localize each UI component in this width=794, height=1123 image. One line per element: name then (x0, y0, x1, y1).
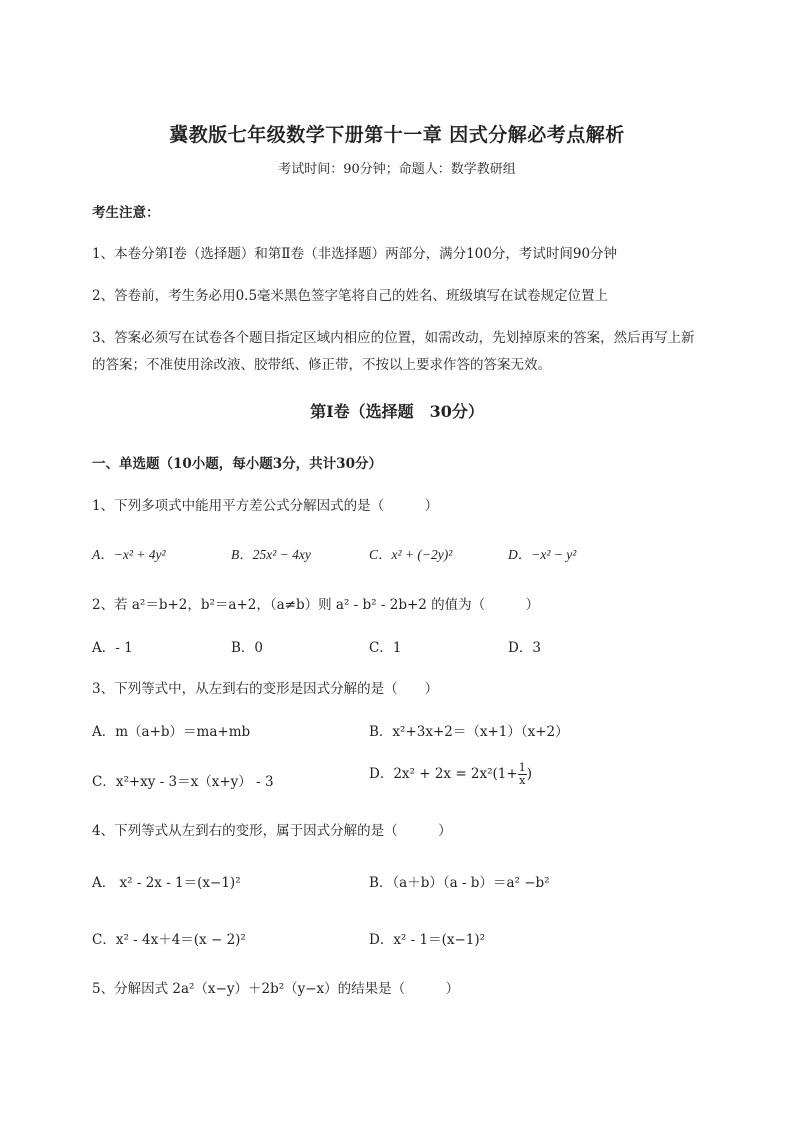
question-4-option-a[interactable]: A． x² - 2x - 1＝(x−1)² (92, 875, 241, 891)
question-1-option-c[interactable]: C．x² + (−2y)² (369, 547, 453, 562)
question-3-option-d-suffix: ) (526, 766, 532, 782)
question-3-option-b[interactable]: B．x²+3x+2＝（x+1）（x+2） (369, 724, 569, 740)
question-1-option-b[interactable]: B．25x² − 4xy (231, 547, 311, 562)
fraction-numerator: 1 (518, 761, 526, 774)
question-2-option-b[interactable]: B．0 (231, 640, 264, 656)
fraction-denominator: x (519, 774, 526, 787)
question-3-option-d[interactable] (369, 762, 532, 787)
section-heading: 一、单选题（10小题，每小题3分，共计30分） (92, 456, 382, 472)
question-2-option-a[interactable]: A．- 1 (92, 640, 133, 656)
question-4-option-c[interactable]: C．x² - 4x＋4＝(x − 2)² (92, 932, 246, 948)
question-2-option-d[interactable]: D．3 (508, 640, 541, 656)
fraction (518, 762, 527, 787)
question-2-option-c[interactable]: C．1 (369, 640, 402, 656)
exam-info: 考试时间：90分钟；命题人：数学教研组 (278, 162, 516, 177)
note-3-line-2: 的答案；不准使用涂改液、胶带纸、修正带，不按以上要求作答的答案无效。 (92, 357, 551, 373)
notes-heading: 考生注意： (92, 205, 160, 221)
question-3-option-c[interactable]: C．x²+xy - 3＝x（x+y） - 3 (92, 774, 274, 790)
page-title: 冀教版七年级数学下册第十一章 因式分解必考点解析 (169, 124, 625, 146)
question-4-stem: 4、下列等式从左到右的变形，属于因式分解的是（ ） (92, 823, 452, 839)
note-2: 2、答卷前，考生务必用0.5毫米黑色签字笔将自己的姓名、班级填写在试卷规定位置上 (92, 288, 609, 304)
note-1: 1、本卷分第I卷（选择题）和第Ⅱ卷（非选择题）两部分，满分100分，考试时间90分钟 (92, 246, 618, 262)
question-4-option-b[interactable]: B．（a＋b）（a - b）＝a² −b² (369, 875, 550, 891)
question-1-option-a[interactable]: A．−x² + 4y² (92, 547, 166, 562)
question-3-option-a[interactable]: A．m（a+b）＝ma+mb (92, 724, 251, 740)
question-4-option-d[interactable]: D．x² - 1＝(x−1)² (369, 932, 486, 948)
note-3-line-1: 3、答案必须写在试卷各个题目指定区域内相应的位置，如需改动，先划掉原来的答案，然后再写上新 (92, 330, 695, 346)
question-3-option-d-prefix: D．2x² + 2x = 2x²(1+ (369, 766, 518, 782)
question-1-option-d[interactable]: D．−x² − y² (508, 547, 577, 562)
question-3-stem: 3、下列等式中，从左到右的变形是因式分解的是（ ） (92, 681, 439, 697)
question-2-stem: 2、若 a²＝b+2，b²＝a+2，（a≠b）则 a² - b² - 2b+2 的值为（ ） (92, 597, 540, 613)
question-1-stem: 1、下列多项式中能用平方差公式分解因式的是（ ） (92, 498, 439, 514)
question-5-stem: 5、分解因式 2a²（x−y）＋2b²（y−x）的结果是（ ） (92, 981, 460, 997)
part-1-title: 第I卷（选择题 30分） (310, 402, 484, 421)
